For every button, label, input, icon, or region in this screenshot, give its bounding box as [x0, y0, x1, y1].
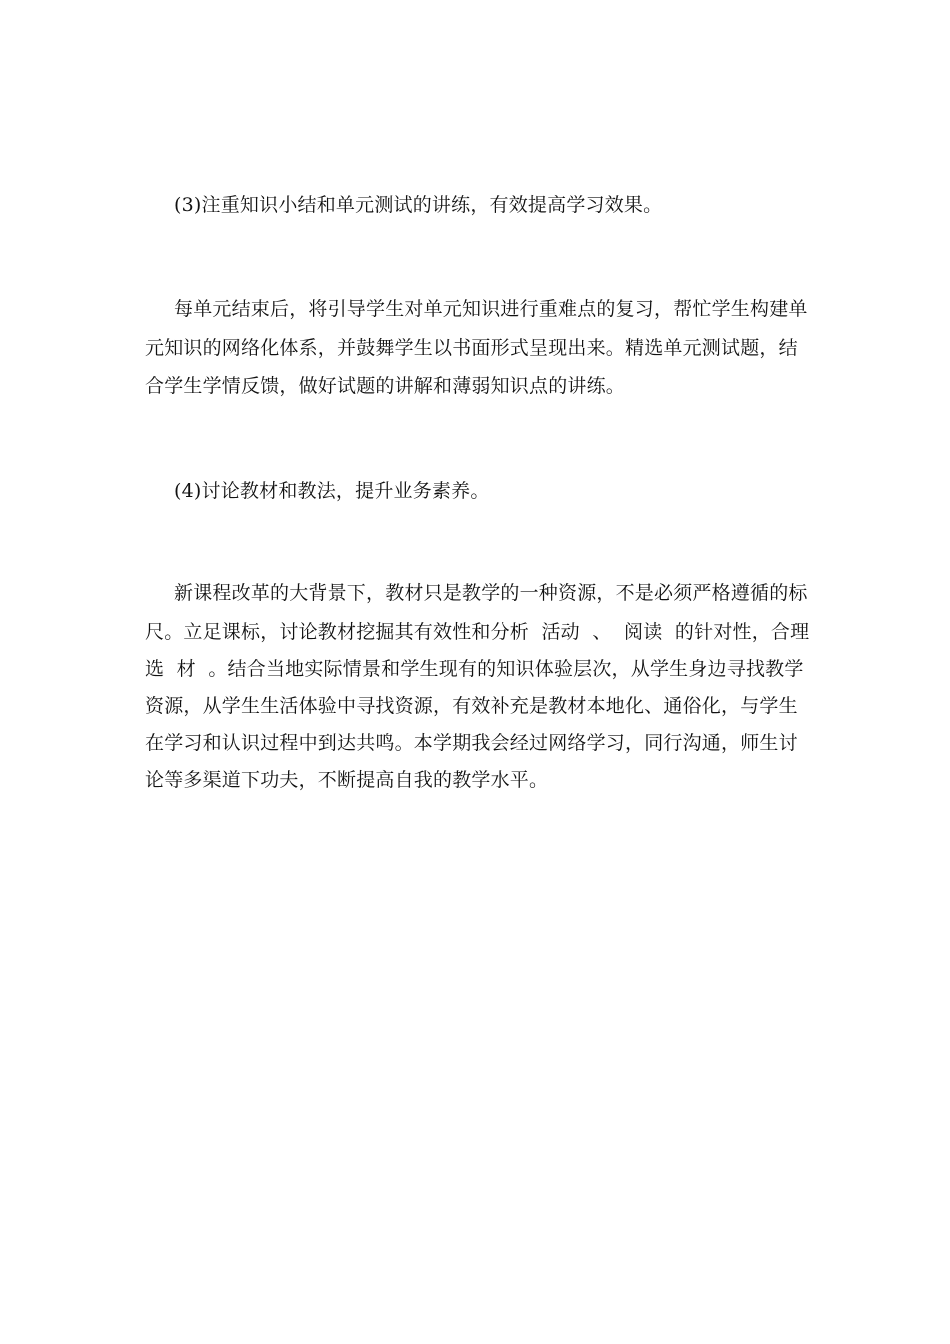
paragraph-line: 新课程改革的大背景下，教材只是教学的一种资源，不是必须严格遵循的标: [174, 582, 808, 604]
paragraph-line: 尺。立足课标，讨论教材挖掘其有效性和分析 活动 、 阅读 的针对性，合理: [145, 621, 810, 643]
section-heading-4: (4)讨论教材和教法，提升业务素养。: [174, 480, 490, 502]
paragraph-line: 选 材 。结合当地实际情景和学生现有的知识体验层次，从学生身边寻找教学: [145, 658, 804, 680]
paragraph-line: 论等多渠道下功夫，不断提高自我的教学水平。: [145, 769, 549, 791]
paragraph-line: 元知识的网络化体系，并鼓舞学生以书面形式呈现出来。精选单元测试题，结: [145, 337, 798, 359]
section-heading-3: (3)注重知识小结和单元测试的讲练，有效提高学习效果。: [174, 194, 663, 216]
paragraph-line: 每单元结束后，将引导学生对单元知识进行重难点的复习，帮忙学生构建单: [174, 298, 808, 320]
paragraph-line: 合学生学情反馈，做好试题的讲解和薄弱知识点的讲练。: [145, 375, 626, 397]
paragraph-line: 在学习和认识过程中到达共鸣。本学期我会经过网络学习，同行沟通，师生讨: [145, 732, 798, 754]
paragraph-line: 资源，从学生生活体验中寻找资源，有效补充是教材本地化、通俗化，与学生: [145, 695, 798, 717]
